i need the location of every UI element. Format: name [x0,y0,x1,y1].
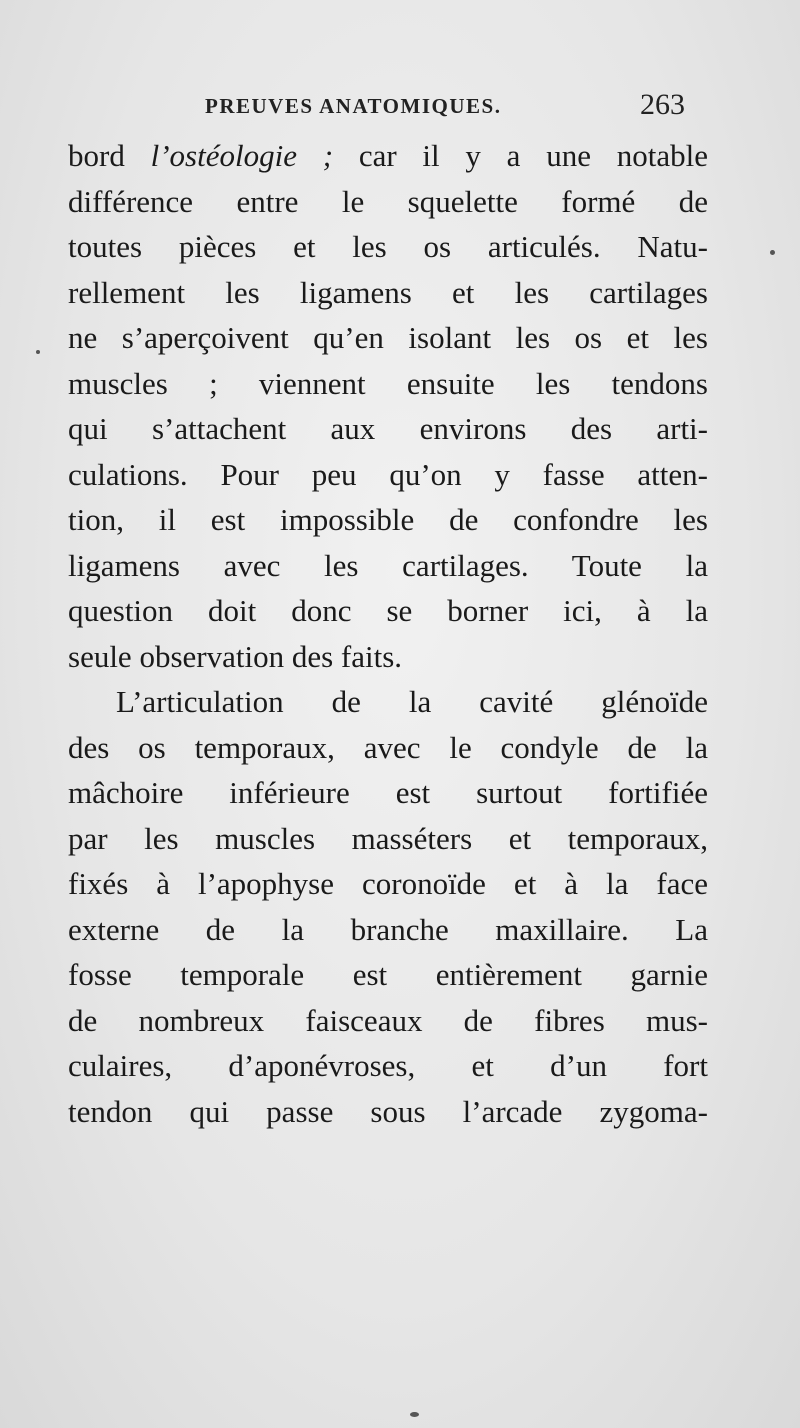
paragraph-2-line: fosse temporale est entièrement garnie [68,957,708,992]
page-header [205,88,685,128]
paragraph-2-line: externe de la branche maxillaire. La [68,911,708,947]
paragraph-1-line: ligamens avec les cartilages. Toute la [68,547,708,583]
paragraph-2-line: culaires, d’aponévroses, et d’un fort [68,1048,708,1083]
paper-speck [36,350,40,354]
paper-speck [770,250,775,255]
paragraph-1-line: qui s’attachent aux environs des arti- [68,411,708,446]
paragraph-2-line: mâchoire inférieure est surtout fortifiée [68,775,708,810]
italic-term: l’ostéologie ; [150,138,334,173]
paragraph-1-line: question doit donc se borner ici, à la [68,593,708,628]
paper-speck [410,1412,419,1417]
paragraph-1-line: muscles ; viennent ensuite les tendons [68,365,708,401]
paragraph-2-line: par les muscles masséters et temporaux, [68,820,708,856]
paragraph-1-line: rellement les ligamens et les cartilages [68,274,708,310]
paragraph-1-line: toutes pièces et les os articulés. Natu- [68,229,708,264]
paragraph-1-line: seule observation des faits. [68,638,403,674]
paragraph-2-line: fixés à l’apophyse coronoïde et à la face [68,866,708,901]
paragraph-1-line: tion, il est impossible de confondre les [68,502,708,537]
paragraph-2-line: L’articulation de la cavité glénoïde [116,684,708,719]
paragraph-1-line: ne s’aperçoivent qu’en isolant les os et les [68,320,708,355]
page-number: 263 [640,88,685,121]
paragraph-1-line-1: bord l’ostéologie ; car il y a une notable [68,138,708,173]
paragraph-2-line: de nombreux faisceaux de fibres mus- [68,1002,708,1038]
paragraph-1-line: culations. Pour peu qu’on y fasse atten- [68,456,708,492]
paragraph-2-line: des os temporaux, avec le condyle de la [68,729,708,765]
paragraph-2-line: tendon qui passe sous l’arcade zygoma- [68,1093,708,1129]
running-head: PREUVES ANATOMIQUES. [205,94,502,118]
body-text [68,133,708,1134]
paragraph-1-line: différence entre le squelette formé de [68,183,708,219]
